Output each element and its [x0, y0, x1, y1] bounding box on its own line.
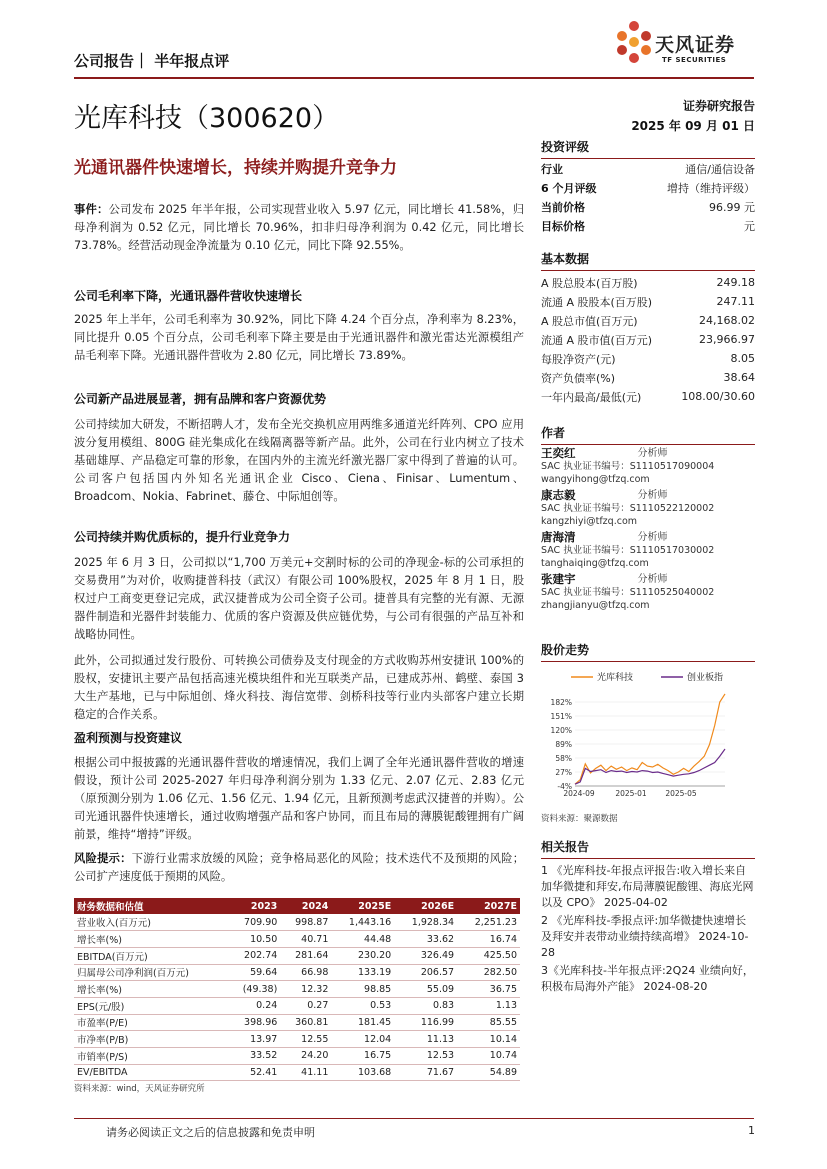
basic-data-value: 38.64: [723, 371, 755, 384]
basic-data-value: 108.00/30.60: [681, 390, 755, 403]
fin-cell: 41.11: [280, 1064, 331, 1081]
price-chart-source: 资料来源：聚源数据: [541, 814, 618, 824]
author-role: 分析师: [637, 532, 668, 543]
y-tick-label: 151%: [550, 712, 572, 721]
report-kind: 证券研究报告: [682, 99, 755, 113]
fin-cell: 66.98: [280, 964, 331, 981]
related-report-item[interactable]: 3《光库科技-半年报点评:2Q24 业绩向好，积极布局海外产能》 2024-08-20: [541, 964, 754, 993]
report-headline: 光通讯器件快速增长，持续并购提升竞争力: [74, 158, 397, 178]
author-email[interactable]: kangzhiyi@tfzq.com: [541, 516, 638, 527]
table-row: [74, 1048, 520, 1065]
fin-cell: 0.53: [331, 997, 394, 1014]
table-row: [74, 1031, 520, 1048]
basic-data-row: [541, 387, 755, 406]
y-tick-label: 182%: [550, 698, 572, 707]
fin-row-label: 市净率(P/B): [74, 1031, 227, 1048]
fin-cell: 425.50: [457, 947, 520, 964]
table-row: [74, 997, 520, 1014]
fin-cell: 998.87: [280, 914, 331, 931]
basic-data-key: 流通 A 股市值(百万元): [541, 333, 653, 347]
section-title-forecast: 盈利预测与投资建议: [74, 731, 183, 745]
fin-cell: 59.64: [227, 964, 280, 981]
basic-data-value: 249.18: [716, 276, 755, 289]
y-tick-label: 58%: [555, 754, 572, 763]
event-paragraph: [74, 201, 524, 255]
table-row: [74, 1014, 520, 1031]
fin-cell: 10.74: [457, 1048, 520, 1065]
fin-cell: 13.97: [227, 1031, 280, 1048]
author-cert: SAC 执业证书编号：S1110525040002: [541, 587, 715, 598]
fin-cell: 103.68: [331, 1064, 394, 1081]
rating-panel: [541, 138, 755, 235]
fin-cell: 11.13: [394, 1031, 457, 1048]
author-role: 分析师: [637, 574, 668, 585]
fin-cell: 230.20: [331, 947, 394, 964]
table-row: [74, 947, 520, 964]
fin-row-label: EBITDA(百万元): [74, 947, 227, 964]
related-report-item[interactable]: 1 《光库科技-年报点评报告:收入增长来自加华微捷和拜安,布局薄膜铌酸锂、海底光网以及 CPO》 2025-04-02: [541, 864, 754, 909]
fin-cell: 10.14: [457, 1031, 520, 1048]
fin-header-cell: 财务数据和估值: [74, 898, 227, 914]
author-name: 张建宇: [541, 572, 576, 586]
price-trend-chart: [541, 664, 755, 806]
y-tick-label: -4%: [557, 782, 572, 791]
basic-data-row: [541, 349, 755, 368]
authors-title: 作者: [541, 424, 755, 445]
fin-cell: 181.45: [331, 1014, 394, 1031]
fin-cell: 33.52: [227, 1048, 280, 1065]
logo-en-text: TF SECURITIES: [662, 56, 727, 64]
author-email[interactable]: zhangjianyu@tfzq.com: [541, 600, 650, 611]
x-tick-label: 2025-05: [665, 789, 697, 798]
risk-label: 风险提示：: [74, 852, 132, 865]
table-row: [74, 914, 520, 931]
fin-row-label: 增长率(%): [74, 931, 227, 948]
rating-key: 当前价格: [541, 200, 585, 214]
y-tick-label: 120%: [550, 726, 572, 735]
basic-data-key: 流通 A 股股本(百万股): [541, 295, 653, 309]
section-text-acquisition: 2025 年 6 月 3 日，公司拟以“1,700 万美元+交割时标的公司的净现金-标的公司承担的交易费用”为对价，收购捷普科技（武汉）有限公司 100%股权，2025 年 8 月 1 日，股权过户工商变更登记完成，武汉捷普成为公司全资子公司。捷普具有完整的光有源、无源器件制造和光器件封装能力、优质的客户资源及供应链优势，与公司有很强的产品互补和战略协同性。: [74, 556, 524, 641]
author-email[interactable]: tanghaiqing@tfzq.com: [541, 558, 649, 569]
x-tick-label: 2025-01: [615, 789, 647, 798]
section-text-products: 公司持续加大研发，不断招聘人才，发布全光交换机应用两维多通道光纤阵列、CPO 应用波分复用模组、800G 硅光集成化在线隔离器等新产品。此外，公司在行业内树立了技术基础雄厚、产品稳定可靠的形象，在国内外的主流光纤激光器厂家中得到了普遍的认可。公司客户包括国内外知名光通讯企业 Cisco、Ciena、Finisar、Lumentum、Broadcom、Nokia、Fabrinet、藤仓、中际旭创等。: [74, 418, 524, 503]
fin-cell: 55.09: [394, 981, 457, 998]
fin-cell: 709.90: [227, 914, 280, 931]
rating-row: [541, 178, 755, 197]
author-cert: SAC 执业证书编号：S1110517090004: [541, 461, 715, 472]
author-entry: [541, 573, 755, 612]
fin-cell: 282.50: [457, 964, 520, 981]
basic-data-value: 23,966.97: [699, 333, 755, 346]
fin-cell: 36.75: [457, 981, 520, 998]
fin-cell: 1,443.16: [331, 914, 394, 931]
table-row: [74, 1064, 520, 1081]
basic-data-key: 每股净资产(元): [541, 352, 616, 366]
tf-logo-icon: [612, 18, 656, 66]
fin-cell: 0.24: [227, 997, 280, 1014]
section-title-products: 公司新产品进展显著，拥有品牌和客户资源优势: [74, 392, 327, 406]
fin-cell: 10.50: [227, 931, 280, 948]
legend-label: 创业板指: [687, 673, 724, 683]
fin-header-cell: 2023: [227, 898, 280, 914]
price-chart-title: 股价走势: [541, 641, 755, 662]
rating-value: 增持（维持评级）: [667, 181, 755, 195]
rating-title: 投资评级: [541, 138, 755, 159]
basic-data-panel: [541, 250, 755, 406]
rating-row: [541, 197, 755, 216]
fin-row-label: EV/EBITDA: [74, 1064, 227, 1081]
fin-row-label: 市销率(P/S): [74, 1048, 227, 1065]
legend-label: 光库科技: [597, 673, 634, 683]
basic-data-row: [541, 330, 755, 349]
fin-cell: 360.81: [280, 1014, 331, 1031]
fin-cell: 33.62: [394, 931, 457, 948]
basic-data-value: 8.05: [730, 352, 755, 365]
fin-cell: (49.38): [227, 981, 280, 998]
fin-cell: 40.71: [280, 931, 331, 948]
author-name: 康志毅: [541, 488, 576, 502]
financial-table-header: [74, 898, 520, 914]
financial-table: [74, 898, 520, 1081]
authors-panel: [541, 424, 755, 615]
table-row: [74, 931, 520, 948]
author-role: 分析师: [637, 490, 668, 501]
author-header: [541, 447, 755, 460]
basic-data-row: [541, 368, 755, 387]
fin-row-label: 增长率(%): [74, 981, 227, 998]
fin-table-source: 资料来源：wind，天风证券研究所: [74, 1084, 205, 1094]
author-entry: [541, 447, 755, 486]
company-title: 光库科技（300620）: [74, 103, 340, 134]
fin-cell: 24.20: [280, 1048, 331, 1065]
rating-row: [541, 159, 755, 178]
y-tick-label: 89%: [555, 740, 572, 749]
related-reports-panel: [541, 838, 755, 997]
basic-data-key: A 股总股本(百万股): [541, 276, 638, 290]
fin-cell: 133.19: [331, 964, 394, 981]
fin-cell: 12.32: [280, 981, 331, 998]
related-title: 相关报告: [541, 838, 755, 859]
fin-cell: 398.96: [227, 1014, 280, 1031]
fin-cell: 206.57: [394, 964, 457, 981]
fin-cell: 16.74: [457, 931, 520, 948]
basic-data-value: 247.11: [716, 295, 755, 308]
rating-row: [541, 216, 755, 235]
author-name: 唐海清: [541, 530, 576, 544]
price-chart-panel: [541, 641, 755, 662]
fin-cell: 98.85: [331, 981, 394, 998]
table-row: [74, 981, 520, 998]
section-text-forecast: 根据公司中报披露的光通讯器件营收的增速情况，我们上调了全年光通讯器件营收的增速假设，预计公司 2025-2027 年归母净利润分别为 1.33 亿元、2.07 亿元、2.83 亿元（原预测分别为 1.06 亿元、1.56 亿元、1.94 亿元，且新预测考虑武汉捷普的并购）。公司光通讯器件快速增长，通过收购增强产品和客户协同，而且布局的薄膜铌酸锂拥有广阔前景，维持“增持”评级。: [74, 756, 524, 841]
event-label: 事件：: [74, 203, 109, 216]
fin-cell: 326.49: [394, 947, 457, 964]
fin-cell: 71.67: [394, 1064, 457, 1081]
fin-cell: 16.75: [331, 1048, 394, 1065]
author-header: [541, 489, 755, 502]
fin-row-label: 归属母公司净利润(百万元): [74, 964, 227, 981]
rating-value: 元: [744, 219, 755, 233]
fin-header-cell: 2026E: [394, 898, 457, 914]
fin-cell: 54.89: [457, 1064, 520, 1081]
fin-cell: 12.55: [280, 1031, 331, 1048]
y-tick-label: 27%: [555, 768, 572, 777]
fin-cell: 52.41: [227, 1064, 280, 1081]
basic-data-value: 24,168.02: [699, 314, 755, 327]
logo-cn-text: 天风证券: [655, 34, 736, 56]
fin-header-cell: 2027E: [457, 898, 520, 914]
rating-key: 目标价格: [541, 219, 585, 233]
header-divider: [74, 77, 754, 79]
author-cert: SAC 执业证书编号：S1110517030002: [541, 545, 715, 556]
rating-value: 96.99 元: [709, 200, 755, 214]
fin-cell: 281.64: [280, 947, 331, 964]
section-text-acquisition-2: 此外，公司拟通过发行股份、可转换公司债券及支付现金的方式收购苏州安捷讯 100%的股权，安捷讯主要产品包括高速光模块组件和光互联类产品，已建成苏州、鹤壁、泰国 3 大生产基地，已与中际旭创、烽火科技、海信宽带、剑桥科技等行业内头部客户建立长期稳定的合作关系。: [74, 654, 524, 721]
fin-cell: 44.48: [331, 931, 394, 948]
section-text-margin: 2025 年上半年，公司毛利率为 30.92%，同比下降 4.24 个百分点，净利率为 8.23%，同比提升 0.05 个百分点，公司毛利率下降主要是由于光通讯器件和激光雷达光源模组产品毛利率下降。光通讯器件营收为 2.80 亿元，同比增长 73.89%。: [74, 313, 524, 362]
fin-cell: 1,928.34: [394, 914, 457, 931]
author-header: [541, 531, 755, 544]
author-name: 王奕红: [541, 446, 576, 460]
basic-data-row: [541, 273, 755, 292]
fin-cell: 2,251.23: [457, 914, 520, 931]
author-header: [541, 573, 755, 586]
table-row: [74, 964, 520, 981]
basic-data-row: [541, 311, 755, 330]
report-date: 2025 年 09 月 01 日: [631, 119, 755, 133]
report-category: 公司报告｜ 半年报点评: [74, 52, 230, 70]
author-email[interactable]: wangyihong@tfzq.com: [541, 474, 650, 485]
event-text: 公司发布 2025 年半年报，公司实现营业收入 5.97 亿元，同比增长 41.58%，归母净利润为 0.52 亿元，同比增长 70.96%，扣非归母净利润为 0.42 亿元，同比增长 73.78%。经营活动现金净流量为 0.10 亿元，同比下降 92.55%。: [74, 203, 524, 252]
fin-cell: 0.83: [394, 997, 457, 1014]
fin-cell: 0.27: [280, 997, 331, 1014]
x-tick-label: 2024-09: [563, 789, 595, 798]
disclaimer-text: 请务必阅读正文之后的信息披露和免责申明: [106, 1126, 315, 1139]
risk-text: 下游行业需求放缓的风险；竞争格局恶化的风险；技术迭代不及预期的风险；公司扩产速度低于预期的风险。: [74, 852, 524, 883]
page-number: 1: [748, 1124, 755, 1137]
basic-data-row: [541, 292, 755, 311]
fin-cell: 12.53: [394, 1048, 457, 1065]
fin-cell: 12.04: [331, 1031, 394, 1048]
author-cert: SAC 执业证书编号：S1110522120002: [541, 503, 715, 514]
author-entry: [541, 531, 755, 570]
author-entry: [541, 489, 755, 528]
fin-cell: 1.13: [457, 997, 520, 1014]
fin-row-label: 营业收入(百万元): [74, 914, 227, 931]
fin-header-cell: 2024: [280, 898, 331, 914]
rating-key: 6 个月评级: [541, 181, 597, 195]
rating-key: 行业: [541, 162, 563, 176]
fin-header-cell: 2025E: [331, 898, 394, 914]
basic-data-key: 一年内最高/最低(元): [541, 390, 642, 404]
section-title-margin: 公司毛利率下降，光通讯器件营收快速增长: [74, 289, 303, 303]
fin-cell: 202.74: [227, 947, 280, 964]
footer-divider: [74, 1118, 754, 1119]
rating-value: 通信/通信设备: [685, 162, 755, 176]
author-role: 分析师: [637, 448, 668, 459]
basic-data-title: 基本数据: [541, 250, 755, 271]
basic-data-key: A 股总市值(百万元): [541, 314, 638, 328]
basic-data-key: 资产负债率(%): [541, 371, 616, 385]
fin-row-label: 市盈率(P/E): [74, 1014, 227, 1031]
fin-cell: 85.55: [457, 1014, 520, 1031]
related-report-item[interactable]: 2 《光库科技-季报点评:加华微捷快速增长及拜安并表带动业绩持续高增》 2024-10-28: [541, 914, 749, 959]
section-title-acquisition: 公司持续并购优质标的，提升行业竞争力: [74, 530, 291, 544]
fin-row-label: EPS(元/股): [74, 997, 227, 1014]
fin-cell: 116.99: [394, 1014, 457, 1031]
risk-paragraph: [74, 850, 524, 886]
